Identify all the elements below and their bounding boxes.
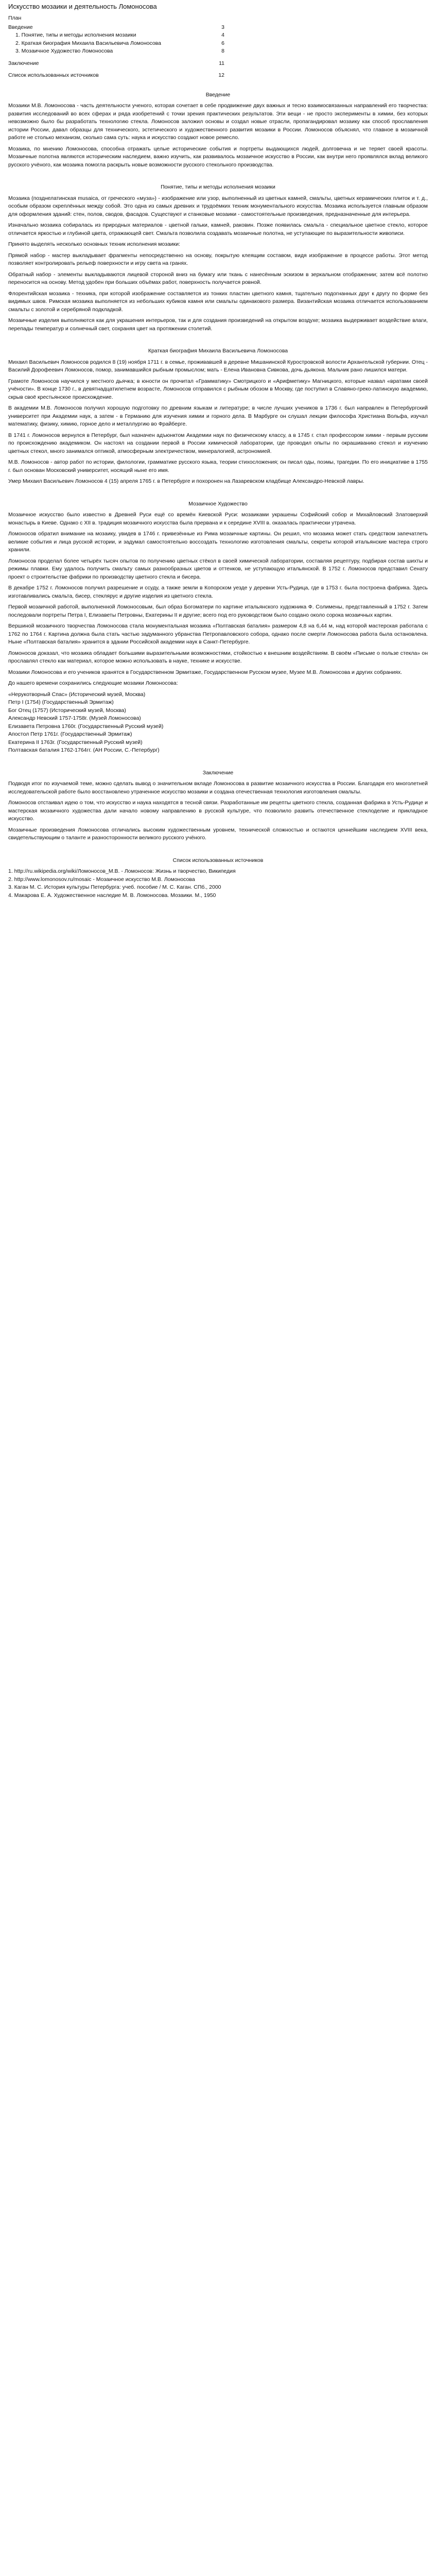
list-item: Петр I (1754) (Государственный Эрмитаж) — [8, 699, 114, 705]
section-title: Краткая биография Михаила Васильевича Ломоносова — [148, 348, 288, 354]
section-title: Заключение — [202, 769, 234, 776]
section-sources — [8, 857, 428, 900]
section-title: Список использованных источников — [172, 857, 264, 863]
section-conclusion — [8, 769, 428, 842]
paragraph: Мозаики Ломоносова и его учеников хранятся в Государственном Эрмитаже, Государственном Русском музее, Музее М.В. Ломоносова и других собраниях. — [8, 669, 403, 675]
paragraph: В академии М.В. Ломоносов получил хорошую подготовку по древним языкам и литературе; в числе лучших учеников в 1736 г. был направлен в Петербургский университет при Академии наук, а затем - в Германию для изучения химии и горного дела. В Марбурге он слушал лекции философа Христиана Вольфа, изучал математику, физику, химию, горное дело и металлургию во Фрайберге. — [8, 405, 428, 427]
paragraph: Флорентийская мозаика - техника, при которой изображение составляется из тонких пластин цветного камня, тщательно подогнанных друг к другу по форме без видимых швов. Римская мозаика выполняется из небольших кубиков камня или смальты одинакового размера. Византийская мозаика отличается использованием смальты с золотой и серебряной подкладкой. — [8, 290, 428, 313]
paragraph: Мозаика (позднелатинская musaica, от греческого «муза») - изображение или узор, выполненный из цветных камней, смальты, цветных керамических плиток и т. д., особым образом скреплённых между собой. Это одна из самых древних и трудоёмких техник монументального искусства. Мозаика используется главным образом для оформления зданий: стен, полов, сводов, фасадов. Существуют и станковые мозаики - самостоятельные произведения, предназначенные для интерьера. — [8, 195, 428, 217]
toc-item-page: 3 — [221, 24, 224, 30]
toc-item-1 — [8, 31, 224, 40]
toc-item-page: 12 — [218, 72, 224, 78]
list-item: Екатерина II 1763г. (Государственный Русский музей) — [8, 739, 143, 745]
paragraph: В 1741 г. Ломоносов вернулся в Петербург, был назначен адъюнктом Академии наук по физическому классу, а в 1745 г. стал профессором химии - первым русским по происхождению академиком. Он настоял на создании первой в России химической лаборатории, где проводил опыты по окрашиванию стекол и изучению цветных стекол, много занимался оптикой, атмосферным электричеством, минералогией, астрономией. — [8, 432, 428, 454]
toc-item-2 — [8, 40, 224, 48]
paragraph: Мозаики М.В. Ломоносова - часть деятельности ученого, которая сочетает в себе продвижение двух важных и тесно взаимосвязанных направлений его творчества: развития исследований во всех сферах и ряда изобретений с точки зрения практических результатов. Эти вещи - не просто эксперименты в химии, без которых невозможно было бы разработать технологию стекла. Ломоносов заложил основы и создал новые отрасли, пропагандировал мозаику как способ прославления истории России, давал образцы для технического, эстетического и художественного развития мозаики в России. Ломоносов объяснял, что главное в мозаичной работе не столько механизм, сколько сама суть: наука и искусство создают новое ремесло. — [8, 103, 428, 141]
section-mosaic-types — [8, 183, 428, 333]
paragraph: Обратный набор - элементы выкладываются лицевой стороной вниз на бумагу или ткань с нанесённым эскизом в зеркальном отображении; затем всё полотно переносится на основу. Метод удобен при больших объёмах работ, поверхность получается ровной. — [8, 271, 428, 285]
paragraph: Изначально мозаика собиралась из природных материалов - цветной гальки, камней, раковин. Позже появилась смальта - специальное цветное стекло, которое отличается яркостью и глубиной цвета, отражающей свет. Смальта позволила создавать мозаичные полотна, не уступающие по выразительности живописи. — [8, 222, 428, 236]
list-item: Полтавская баталия 1762-1764гг. (АН России, С.-Петербург) — [8, 747, 160, 753]
list-intro: До нашего времени сохранились следующие мозаики Ломоносова: — [8, 680, 178, 686]
paragraph: В декабре 1752 г. Ломоносов получил разрешение и ссуду, а также земли в Копорском уезде у деревни Усть-Рудица, где в 1753 г. была построена фабрика. Здесь изготавливались смальта, бисер, стеклярус и другие изделия из цветного стекла. — [8, 585, 428, 599]
toc-item-label: Заключение — [8, 60, 39, 66]
paragraph: Мозаика, по мнению Ломоносова, способна отражать целые исторические события и портреты выдающихся людей, долговечна и не теряет своей красоты. Мозаичные полотна являются историческим наследием, важно изучить, как развивалось мозаичное искусство в России, как внутри него проявлялся вклад великого русского учёного, как мозаика помогла раскрыть новые возможности русского стекольного производства. — [8, 145, 428, 168]
list-item: «Нерукотворный Спас» (Исторический музей, Москва) — [8, 691, 146, 698]
toc-item-label: 2. Краткая биография Михаила Васильевича Ломоносова — [15, 40, 161, 46]
section-title: Мозаичное Художество — [188, 500, 248, 507]
paragraph: Ломоносов доказал, что мозаика обладает большими выразительными возможностями, стойкостью к внешним воздействиям. В своём «Письме о пользе стекла» он прославлял стекло как материал, которое можно использовать в науке, технике и искусстве. — [8, 650, 428, 664]
paragraph: Ломоносов отстаивал идею о том, что искусство и наука находятся в тесной связи. Разработанные им рецепты цветного стекла, созданная фабрика в Усть-Рудице и мастерская мозаичного художества дали начало новому направлению в русской культуре, что позволило развить отечественное стеклоделие и прикладное искусство. — [8, 800, 428, 822]
paragraph: Мозаичные произведения Ломоносова отличались высоким художественным уровнем, технической сложностью и остаются ценнейшим наследием XVIII века, свидетельствующим о таланте и разносторонности великого русского учёного. — [8, 826, 428, 841]
source-item: 3. Каган М. С. История культуры Петербурга: учеб. пособие / М. С. Каган. СПб., 2000 — [8, 884, 221, 890]
paragraph: Ломоносов обратил внимание на мозаику, увидев в 1746 г. привезённые из Рима мозаичные картины. Он решил, что мозаика может стать средством запечатлеть великие события и лица русской истории, и задумал самостоятельно воссоздать технологию изготовления смальты, секреты которой итальянские мастера строго хранили. — [8, 531, 428, 553]
list-item: Бог Отец (1757) (Исторический музей, Москва) — [8, 707, 126, 714]
toc-item-page: 4 — [221, 32, 224, 38]
paragraph: Подводя итог по изучаемой теме, можно сделать вывод о значительном вкладе Ломоносова в развитие мозаичного искусства в России. Благодаря его многолетней исследовательской работе было восстановлено утраченное искусство мозаики и создана отечественная технология изготовления смальты. — [8, 781, 428, 795]
toc-item-sources — [8, 72, 224, 80]
section-introduction — [8, 91, 428, 170]
toc-item-page: 8 — [221, 48, 224, 54]
list-item: Александр Невский 1757-1758г. (Музей Ломоносова) — [8, 715, 141, 721]
document — [0, 0, 436, 900]
toc-item-page: 11 — [219, 60, 224, 66]
paragraph: Грамоте Ломоносов научился у местного дьячка; в юности он прочитал «Грамматику» Смотрицкого и «Арифметику» Магницкого, которые назвал «вратами своей учёности». В конце 1730 г., в девятнадцатилетнем возрасте, Ломоносов отправился с рыбным обозом в Москву, где поступил в Славяно-греко-латинскую академию, скрыв своё крестьянское происхождение. — [8, 378, 428, 400]
paragraph: Умер Михаил Васильевич Ломоносов 4 (15) апреля 1765 г. в Петербурге и похоронен на Лазаревском кладбище Александро-Невской лавры. — [8, 478, 364, 484]
source-item: 4. Макарова Е. А. Художественное наследие М. В. Ломоносова. Мозаики. М., 1950 — [8, 892, 216, 899]
source-item: 2. http://www.lomonosov.ru/mosaic - Мозаичное искусство М.В. Ломоносова — [8, 876, 195, 883]
toc-item-conclusion — [8, 60, 224, 68]
section-biography — [8, 347, 428, 486]
mosaic-list — [8, 691, 428, 755]
paragraph: Михаил Васильевич Ломоносов родился 8 (19) ноября 1711 г. в семье, проживавшей в деревне Мишанинской Куростровской волости Архангельской губернии. Отец - Василий Дорофеевич Ломоносов, помор, занимавшийся рыбным промыслом; мать - Елена Ивановна Сивкова, дочь дьякона. Мальчик рано лишился матери. — [8, 359, 428, 373]
section-mosaic-art — [8, 500, 428, 755]
section-title: Введение — [205, 91, 231, 98]
toc-item-label: 3. Мозаичное Художество Ломоносова — [15, 48, 113, 54]
toc-item-page: 6 — [221, 40, 224, 46]
paragraph: М.В. Ломоносов - автор работ по истории, филологии, грамматике русского языка, теории стихосложения; он писал оды, поэмы, трагедии. По его инициативе в 1755 г. был основан Московский университет, носящий ныне его имя. — [8, 459, 428, 473]
source-item: 1. http://ru.wikipedia.org/wiki/Ломоносов_М.В. - Ломоносов: Жизнь и творчество, Википедия — [8, 868, 236, 874]
paragraph: Принято выделять несколько основных техник исполнения мозаики: — [8, 241, 181, 247]
document-title: Искусство мозаики и деятельность Ломоносова — [8, 3, 157, 10]
section-title: Понятие, типы и методы исполнения мозаики — [161, 184, 275, 190]
toc-item-label: Введение — [8, 24, 33, 30]
paragraph: Первой мозаичной работой, выполненной Ломоносовым, был образ Богоматери по картине итальянского художника Ф. Солимены, представленный в 1752 г. Затем последовали портреты Петра I, Елизаветы Петровны, Екатерины II и другие; всего под его руководством было создано около сорока мозаичных картин. — [8, 604, 428, 618]
toc-label: План — [8, 15, 22, 21]
toc-item-label: 1. Понятие, типы и методы исполнения мозаики — [15, 32, 136, 38]
paragraph: Мозаичные изделия выполняются как для украшения интерьеров, так и для создания произведений на открытом воздухе; мозаика выдерживает воздействие влаги, перепады температур и солнечный свет, сохраняя цвет на протяжении столетий. — [8, 317, 428, 332]
paragraph: Прямой набор - мастер выкладывает фрагменты непосредственно на основу, покрытую клеящим составом, видя изображение в процессе работы. Этот метод позволяет контролировать рельеф поверхности и игру света на гранях. — [8, 252, 428, 266]
toc-item-3 — [8, 47, 224, 56]
toc-item-intro — [8, 24, 224, 32]
list-item: Елизавета Петровна 1760г. (Государственный Русский музей) — [8, 723, 164, 730]
paragraph: Ломоносов проделал более четырёх тысяч опытов по получению цветных стёкол в своей химической лаборатории, составляя рецептуру, подбирая состав шихты и режимы плавки. Ему удалось получить смальту самых разнообразных цветов и оттенков, не уступающую итальянской. В 1752 г. Ломоносов представил Сенату проект о строительстве фабрики по производству цветного стекла и бисера. — [8, 557, 428, 580]
list-item: Апостол Петр 1761г. (Государственный Эрмитаж) — [8, 731, 132, 737]
toc-item-label: Список использованных источников — [8, 72, 99, 78]
paragraph: Вершиной мозаичного творчества Ломоносова стала монументальная мозаика «Полтавская баталия» размером 4,8 на 6,44 м, над которой мастерская работала с 1762 по 1764 г. Картина должна была стать частью задуманного убранства Петропавловского собора, однако после смерти Ломоносова работа была остановлена. Ныне «Полтавская баталия» хранится в здании Российской академии наук в Санкт-Петербурге. — [8, 623, 428, 645]
table-of-contents — [8, 14, 428, 80]
paragraph: Мозаичное искусство было известно в Древней Руси ещё со времён Киевской Руси: мозаиками украшены Софийский собор и Михайловский Златоверхий монастырь в Киеве. Однако с XII в. традиция мозаичного искусства была прервана и к середине XVIII в. оказалась практически утрачена. — [8, 512, 428, 526]
